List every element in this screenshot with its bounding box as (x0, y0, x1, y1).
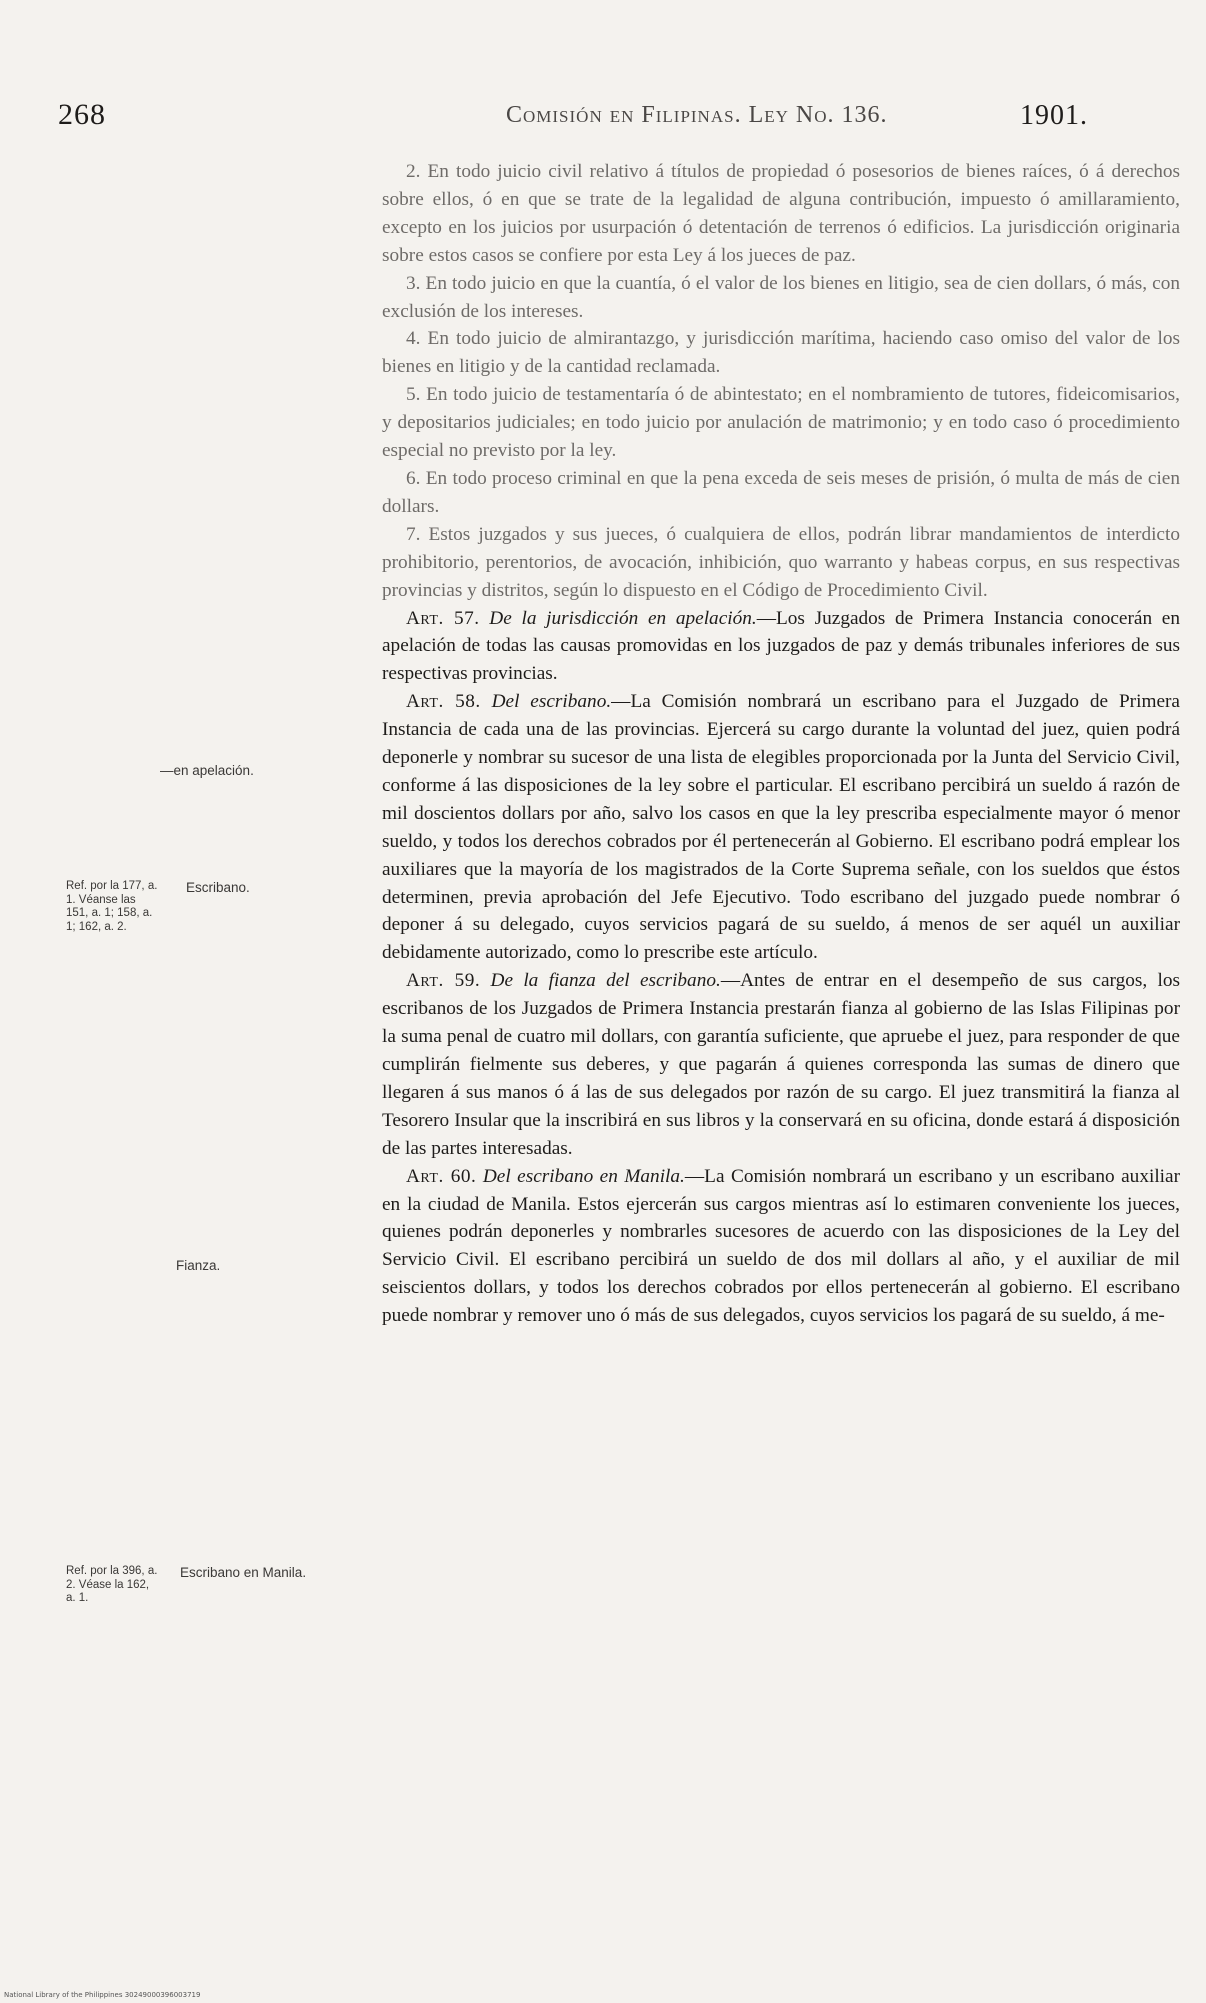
article-59-text: —Antes de entrar en el desempeño de sus cargos, los escribanos de los Juzgados de Primera Instancia prestarán fianza al gobierno de las Islas Filipinas por la suma penal de cuatro mil dollars, con garantía suficiente, que apruebe el juez, para responder de que cumplirán fielmente sus deberes, y que pagarán á quienes corresponda las sumas de dinero que llegaren á sus manos ó á las de sus delegados por razón de su cargo. El juez transmitirá la fianza al Tesorero Insular que la inscribirá en sus libros y la conservará en su oficina, donde estará á disposición de las partes interesadas. (382, 970, 1181, 1159)
running-year: 1901. (1020, 100, 1088, 131)
body-text (382, 158, 1180, 1330)
margin-note-fianza: Fianza. (176, 1258, 221, 1273)
article-60 (382, 1163, 1180, 1330)
article-60-title: Del escribano en Manila. (482, 1165, 685, 1187)
margin-note-escribano-manila: Escribano en Manila. (180, 1565, 307, 1580)
margin-ref-396: Ref. por la 396, a. 2. Véase la 162, a. 1. (66, 1565, 158, 1604)
article-57-title: De la jurisdicción en apelación. (489, 607, 757, 629)
scan-footer: National Library of the Philippines 30249000396003719 (4, 1991, 201, 1999)
paragraph-2: 2. En todo juicio civil relativo á títulos de propiedad ó posesorios de bienes raíces, ó á derechos sobre ellos, ó en que se trate de la legalidad de alguna contribución, impuesto ó amillaramiento, excepto en los juicios por usurpación ó detentación de terrenos ó edificios. La jurisdicción originaria sobre estos casos se confiere por esta Ley á los jueces de paz. (382, 161, 1180, 266)
article-57-text: —Los Juzgados de Primera Instancia conocerán en apelación de todas las causas promovidas en los juzgados de paz y demás tribunales inferiores de sus respectivas provincias. (382, 607, 1180, 685)
paragraph-3: 3. En todo juicio en que la cuantía, ó el valor de los bienes en litigio, sea de cien dollars, ó más, con exclusión de los intereses. (382, 272, 1180, 322)
article-59 (382, 967, 1180, 1162)
page-number: 268 (58, 98, 106, 131)
article-58-title: Del escribano. (491, 691, 612, 713)
margin-note-escribano: Escribano. (186, 880, 250, 895)
article-57 (382, 605, 1180, 689)
article-60-label: Art. 60. (406, 1165, 477, 1187)
running-head (58, 98, 1088, 138)
paragraph-7: 7. Estos juzgados y sus jueces, ó cualquiera de ellos, podrán librar mandamientos de interdicto prohibitorio, perentorios, de avocación, inhibición, quo warranto y habeas corpus, en sus respectivas provincias y distritos, según lo dispuesto en el Código de Procedimiento Civil. (382, 523, 1180, 601)
article-58 (382, 688, 1180, 967)
margin-note-apelacion: —en apelación. (160, 763, 254, 778)
paragraph-5: 5. En todo juicio de testamentaría ó de abintestato; en el nombramiento de tutores, fideicomisarios, y depositarios judiciales; en todo juicio por anulación de matrimonio; y en todo caso ó procedimiento especial no previsto por la ley. (382, 384, 1180, 462)
article-58-text: —La Comisión nombrará un escribano para el Juzgado de Primera Instancia de cada una de las provincias. Ejercerá su cargo durante la voluntad del juez, quien podrá deponerle y nombrar su sucesor de una lista de elegibles proporcionada por la Junta del Servicio Civil, conforme á las disposiciones de la ley sobre el particular. El escribano percibirá un sueldo á razón de mil doscientos dollars por año, salvo los casos en que la ley prescriba especialmente mayor ó menor sueldo, y todos los derechos cobrados por él pertenecerán al Gobierno. El escribano podrá emplear los auxiliares que la mayoría de los magistrados de la Corte Suprema señale, con los sueldos que éstos determinen, previa aprobación del Jefe Ejecutivo. Todo escribano del juzgado puede nombrar ó deponer á su delegado, cuyos servicios pagará de su sueldo, á menos de ser aquél un auxiliar debidamente autorizado, como lo prescribe este artículo. (382, 691, 1180, 964)
paragraph-6: 6. En todo proceso criminal en que la pena exceda de seis meses de prisión, ó multa de más de cien dollars. (382, 467, 1180, 517)
article-60-text: —La Comisión nombrará un escribano y un escribano auxiliar en la ciudad de Manila. Estos ejercerán sus cargos mientras así lo estimaren conveniente los jueces, quienes podrán deponerles y nombrarles sucesores de acuerdo con las disposiciones de la Ley del Servicio Civil. El escribano percibirá un sueldo de dos mil dollars al año, y el auxiliar de mil seiscientos dollars, y todos los derechos cobrados por ellos pertenecerán al gobierno. El escribano puede nombrar y remover uno ó más de sus delegados, cuyos servicios los pagará de su sueldo, á me- (382, 1165, 1181, 1327)
article-57-label: Art. 57. (406, 607, 480, 629)
margin-ref-177: Ref. por la 177, a. 1. Véanse las 151, a. 1; 158, a. 1; 162, a. 2. (66, 880, 158, 933)
article-58-label: Art. 58. (406, 691, 481, 713)
article-59-label: Art. 59. (406, 970, 481, 992)
running-title: Comisión en Filipinas. Ley No. 136. (506, 102, 888, 128)
paragraph-4: 4. En todo juicio de almirantazgo, y jurisdicción marítima, haciendo caso omiso del valor de los bienes en litigio y de la cantidad reclamada. (382, 328, 1180, 378)
article-59-title: De la fianza del escribano. (490, 970, 721, 992)
